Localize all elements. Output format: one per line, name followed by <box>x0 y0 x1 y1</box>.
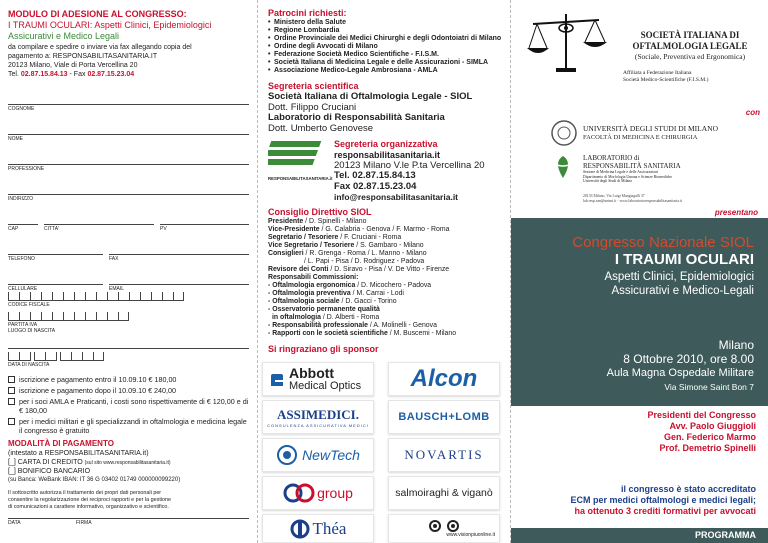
checkbox-militari[interactable] <box>8 418 15 425</box>
council-row <box>268 306 502 314</box>
patronage-list <box>268 19 502 75</box>
fax-label: - Fax <box>69 71 86 78</box>
scientific-line: Laboratorio di Responsabilità Sanitaria <box>268 112 445 123</box>
event-venue: Aula Magna Ospedale Militare <box>606 367 754 379</box>
council-row <box>268 282 502 290</box>
sponsor-salmoiraghi[interactable] <box>388 476 500 510</box>
council-role: Vice-Presidente <box>268 226 320 233</box>
programma-label: PROGRAMMA <box>695 530 756 540</box>
council-names: / F. Cruciani - Roma <box>340 234 402 241</box>
council-names: / L. Papi - Pisa / D. Rodriguez - Padova <box>304 258 425 265</box>
event-street: Via Simone Saint Bon 7 <box>664 382 754 392</box>
unimi-name-2: FACOLTÀ DI MEDICINA E CHIRURGIA <box>583 134 698 141</box>
codice-fiscale-boxes[interactable] <box>8 292 249 301</box>
sponsor-alcon[interactable] <box>388 362 500 396</box>
siol-name-3: (Sociale, Preventiva ed Ergonomica) <box>634 52 746 61</box>
professione-label: PROFESSIONE <box>8 166 45 172</box>
event-sub-2: Assicurativi e Medico-Legali <box>611 285 754 297</box>
council-names: / A. Molinelli - Genova <box>369 322 437 329</box>
council-role: - Rapporti con le società scientifiche <box>268 330 388 337</box>
organizing-site[interactable]: responsabilitasanitaria.it <box>334 150 441 160</box>
privacy-2: consentire la regolarizzazione dei reciproci rapporti e per la gestione <box>8 497 172 503</box>
scientific-lines <box>268 92 502 134</box>
payment-card-note: (sul sito www.responsabilitasanitaria.it) <box>84 460 171 466</box>
visionpiu-url: www.visionpiuonline.it <box>446 531 495 538</box>
unimi-seal-icon <box>551 120 577 146</box>
newtech-icon <box>276 444 298 466</box>
council-row <box>268 242 502 250</box>
novartis-name: NOVARTIS <box>404 447 484 462</box>
alcon-name: Alcon <box>410 365 478 392</box>
nome-label: NOME <box>8 136 23 142</box>
luogo-nascita-label: LUOGO DI NASCITA <box>8 328 56 334</box>
organizing-email[interactable]: info@responsabilitasanitaria.it <box>334 192 459 202</box>
organizing-fax: Fax 02.87.15.23.04 <box>334 180 417 192</box>
newtech-name: NewTech <box>302 447 360 463</box>
responsabilita-logo <box>268 139 333 202</box>
organizing-title: Segreteria organizzativa <box>334 139 438 149</box>
scientific-line: Società Italiana di Oftalmologia Legale - SIOL <box>268 91 473 102</box>
lab-text <box>583 154 681 184</box>
sponsor-abbott[interactable] <box>262 362 374 396</box>
form-contacts <box>8 70 249 79</box>
registration-form-column <box>0 0 258 543</box>
programma-bar[interactable] <box>511 528 768 543</box>
council-row <box>268 314 502 322</box>
council-row <box>268 290 502 298</box>
option-late-label: iscrizione e pagamento dopo il 10.09.10 € 240,00 <box>19 386 177 395</box>
patronage-item: • Ordine degli Avvocati di Milano <box>268 43 502 51</box>
info-column <box>258 0 511 543</box>
patronage-item: • Federazione Società Medico Scientifiche - F.I.S.M. <box>268 51 502 59</box>
option-early[interactable] <box>8 375 249 384</box>
cap-field[interactable] <box>8 203 38 232</box>
bausch-name: BAUSCH+LOMB <box>398 411 490 423</box>
payment-card[interactable] <box>8 458 249 467</box>
cellulare-label: CELLULARE <box>8 286 38 292</box>
council-role: Responsabili Commissioni: <box>268 274 359 281</box>
council-names: / M. Buscemi - Milano <box>389 330 457 337</box>
form-intro-1: da compilare e spedire o inviare via fax allegando copia del <box>8 44 192 51</box>
council-role: - Oftalmologia ergonomica <box>268 282 356 289</box>
council-row <box>268 226 502 234</box>
option-late[interactable] <box>8 386 249 395</box>
oogroup-icon <box>283 480 315 506</box>
lab-leaf-icon <box>551 154 575 180</box>
cellulare-field[interactable] <box>8 263 103 292</box>
presidents-block <box>647 410 756 454</box>
ecm-line-2: ECM per medici oftalmologi e medici legali; <box>570 495 756 505</box>
unimi-name-1: UNIVERSITÀ DEGLI STUDI DI MILANO <box>583 124 718 133</box>
oogroup-name: group <box>317 485 353 501</box>
council-row <box>268 258 502 266</box>
lab-web: lab.resp.san@unimi.it · www.laboratorioresponsabilitasanitaria.it <box>583 198 683 203</box>
council-names: / D. Gacci - Torino <box>341 298 397 305</box>
patronage-item: • Regione Lombardia <box>268 27 502 35</box>
event-date: 8 Ottobre 2010, ore 8.00 <box>623 352 754 366</box>
cognome-field[interactable] <box>8 83 249 112</box>
council-role: Vice Segretario / Tesoriere <box>268 242 355 249</box>
pv-label: PV <box>160 226 167 232</box>
council-row <box>268 330 502 338</box>
event-details <box>607 338 754 393</box>
sponsor-novartis[interactable] <box>388 438 500 472</box>
privacy-3: di comunicazioni a carattere informativo, organizzativo e scientifico. <box>8 504 169 510</box>
council-row <box>268 274 502 282</box>
fax-number: 02.87.15.23.04 <box>87 71 135 78</box>
organizing-tel: Tel. 02.87.15.84.13 <box>334 170 416 181</box>
presentano-label: presentano <box>714 208 758 217</box>
firma-label: FIRMA <box>76 520 92 526</box>
data-label: DATA <box>8 520 21 526</box>
siol-name <box>615 30 765 62</box>
patronage-title: Patrocini richiesti: <box>268 8 347 18</box>
sponsor-thea[interactable] <box>262 514 374 542</box>
cognome-label: COGNOME <box>8 106 35 112</box>
assimedici-name: ASSIMEDICI. <box>277 406 359 422</box>
luogo-nascita-field[interactable] <box>8 328 249 349</box>
council-names: / S. Gambaro - Milano <box>356 242 424 249</box>
scientific-line: Dott. Filippo Cruciani <box>268 101 357 113</box>
telefono-label: TELEFONO <box>8 256 35 262</box>
council-role: - Oftalmologia preventiva <box>268 290 351 297</box>
sponsor-visionpiu[interactable] <box>388 514 500 542</box>
lab-line-5: Università degli Studi di Milano <box>583 179 633 183</box>
council-row <box>268 298 502 306</box>
cover-column <box>511 0 768 543</box>
event-band <box>511 218 768 406</box>
sponsor-assimedici[interactable] <box>262 400 374 434</box>
indirizzo-field[interactable] <box>8 173 249 202</box>
event-city: Milano <box>718 338 754 352</box>
council-row <box>268 250 502 258</box>
option-militari-label: per i medici militari e gli specializzandi in oftalmologia e medicina legale il congresso è gratuito <box>19 417 247 435</box>
pv-field[interactable] <box>160 203 249 232</box>
council-row <box>268 266 502 274</box>
council-names: / D. Siravo - Pisa / V. De Vitto - Firenze <box>330 266 450 273</box>
professione-field[interactable] <box>8 143 249 172</box>
fax-field-label: FAX <box>109 256 119 262</box>
siol-aff-1: Affiliata a Federazione Italiana <box>623 70 692 76</box>
council-role: - Osservatorio permanente qualità <box>268 306 380 313</box>
thea-icon <box>290 519 310 539</box>
citta-label: CITTA' <box>44 226 60 232</box>
ecm-line-3: ha ottenuto 3 crediti formativi per avvocati <box>574 506 756 516</box>
citta-field[interactable] <box>44 203 154 232</box>
siol-aff-2: Società Medico-Scientifiche (F.I.S.M.) <box>623 77 709 83</box>
lab-line-3: Sezione di Medicina Legale e delle Assicurazioni <box>583 170 659 174</box>
form-subtitle-2: Assicurativi e Medico Legali <box>8 31 120 41</box>
privacy-1: Il sottoscritto autorizza il trattamento dei propri dati personali per <box>8 490 162 496</box>
council-role: - Oftalmologia sociale <box>268 298 340 305</box>
responsabilita-logo-text: RESPONSABILITASANITARIA.it <box>268 176 333 181</box>
checkbox-late[interactable] <box>8 387 15 394</box>
patronage-item: • Società Italiana di Medicina Legale e delle Assicurazioni - SIMLA <box>268 59 502 67</box>
scientific-line: Dott. Umberto Genovese <box>268 122 374 134</box>
email-field[interactable] <box>109 263 249 292</box>
option-soci-label: per i soci AMLA e Praticanti, i costi sono rispettivamente di € 120,00 e di € 180,00 <box>19 397 249 415</box>
event-title: Congresso Nazionale SIOL <box>572 234 754 251</box>
scientific-title: Segreteria scientifica <box>268 81 359 91</box>
council-role: Presidente <box>268 218 304 225</box>
partita-iva-label: PARTITA IVA <box>8 322 38 328</box>
form-intro-2: pagamento a: RESPONSABILITASANITARIA.IT <box>8 53 158 60</box>
council-role: in oftalmologia <box>272 314 321 321</box>
council-names: / R. Grenga - Roma / L. Manno - Milano <box>305 250 427 257</box>
cap-label: CAP <box>8 226 19 232</box>
email-label: EMAIL <box>109 286 125 292</box>
council-row <box>268 234 502 242</box>
president-1: Avv. Paolo Giuggioli <box>669 421 756 431</box>
sponsor-logos <box>258 362 511 543</box>
abbott-name: Abbott <box>289 365 335 381</box>
payment-card-label: [_] CARTA DI CREDITO <box>8 459 83 466</box>
council-names: / D. Micochero - Padova <box>357 282 432 289</box>
president-3: Prof. Demetrio Spinelli <box>659 443 756 453</box>
form-title: MODULO DI ADESIONE AL CONGRESSO: <box>8 9 187 19</box>
payment-bank[interactable]: [_] BONIFICO BANCARIO <box>8 468 91 475</box>
phone-number: 02.87.15.84.13 <box>20 71 68 78</box>
unimi-block <box>551 120 761 208</box>
con-label: con <box>745 108 760 117</box>
option-soci[interactable] <box>8 397 249 415</box>
visionpiu-icon <box>427 520 461 532</box>
council-role: Revisore dei Conti <box>268 266 329 273</box>
salmoiraghi-name: salmoiraghi & viganò <box>395 487 493 499</box>
council-role: - Responsabilità professionale <box>268 322 368 329</box>
phone-label: Tel. <box>8 71 19 78</box>
council-list <box>268 218 502 338</box>
unimi-name <box>583 124 718 142</box>
indirizzo-label: INDIRIZZO <box>8 196 33 202</box>
president-2: Gen. Federico Marmo <box>663 432 756 442</box>
form-address: 20123 Milano, Viale di Porta Vercellina 20 <box>8 62 138 69</box>
fax-field[interactable] <box>109 233 249 262</box>
siol-name-1: SOCIETÀ ITALIANA DI <box>640 30 740 40</box>
data-nascita-boxes[interactable] <box>8 352 249 361</box>
payment-intro: (intestato a RESPONSABILITASANITARIA.it) <box>8 450 149 457</box>
council-title: Consiglio Direttivo SIOL <box>268 207 372 217</box>
lab-address: 20133 Milano, Via Luigi Mangiagalli 37 <box>583 194 645 198</box>
scales-icon <box>523 8 609 78</box>
codice-fiscale-label: CODICE FISCALE <box>8 302 50 308</box>
partita-iva-boxes[interactable] <box>8 312 249 321</box>
event-sub-1: Aspetti Clinici, Epidemiologici <box>604 271 754 283</box>
checkbox-early[interactable] <box>8 376 15 383</box>
siol-affiliation <box>623 70 708 84</box>
council-names: / G. Calabria - Genova / F. Marmo - Roma <box>321 226 450 233</box>
signature-line[interactable] <box>8 518 249 519</box>
sponsor-oogroup[interactable] <box>262 476 374 510</box>
payment-iban: (su Banca: WeBank IBAN: IT 36 G 03402 01749 000000099220) <box>8 477 181 483</box>
lab-line-2: RESPONSABILITÀ SANITARIA <box>583 162 681 170</box>
payment-title: MODALITÀ DI PAGAMENTO <box>8 439 114 448</box>
ecm-line-1: il congresso è stato accreditato <box>620 484 756 494</box>
telefono-field[interactable] <box>8 233 103 262</box>
responsabilita-logo-mark <box>268 139 333 181</box>
assimedici-sub: CONSULENZA ASSICURATIVA MEDICI <box>267 422 369 428</box>
form-subtitle-1: I TRAUMI OCULARI: Aspetti Clinici, Epidemiologici <box>8 20 212 30</box>
thea-name: Théa <box>312 518 347 538</box>
council-role: Segretario / Tesoriere <box>268 234 339 241</box>
lab-line-1: LABORATORIO di <box>583 154 640 162</box>
nome-field[interactable] <box>8 113 249 142</box>
lab-line-4: Dipartimento di Morfologia Umana e Scienze Biomediche <box>583 174 672 179</box>
abbott-sub: Medical Optics <box>289 380 362 392</box>
council-names: / M. Carrai - Lodi <box>352 290 404 297</box>
lab-contacts <box>583 194 682 203</box>
event-heading <box>572 234 754 298</box>
council-row <box>268 218 502 226</box>
sponsor-newtech[interactable] <box>262 438 374 472</box>
data-nascita-label: DATA DI NASCITA <box>8 362 50 368</box>
patronage-item: • Associazione Medico-Legale Ambrosiana - AMLA <box>268 67 502 75</box>
presidents-title: Presidenti del Congresso <box>647 410 756 420</box>
siol-logo <box>523 8 609 78</box>
council-names: / D. Spinelli - Milano <box>305 218 367 225</box>
patronage-item: • Ministero della Salute <box>268 19 502 27</box>
option-militari[interactable] <box>8 417 249 435</box>
ecm-block <box>570 484 756 517</box>
checkbox-soci[interactable] <box>8 398 15 405</box>
patronage-item: • Ordine Provinciale dei Medici Chirurghi e degli Odontoiatri di Milano <box>268 35 502 43</box>
council-names: / D. Alberti - Roma <box>322 314 380 321</box>
council-role: Consiglieri <box>268 250 304 257</box>
sponsors-title: Si ringraziano gli sponsor <box>268 344 379 354</box>
option-early-label: iscrizione e pagamento entro il 10.09.10 € 180,00 <box>19 375 177 384</box>
event-topic: I TRAUMI OCULARI <box>614 251 754 268</box>
council-row <box>268 322 502 330</box>
abbott-icon <box>269 372 285 388</box>
sponsor-bausch[interactable] <box>388 400 500 434</box>
siol-name-2: OFTALMOLOGIA LEGALE <box>632 41 748 51</box>
organizing-address: 20123 Milano V.le P.ta Vercellina 20 <box>334 159 485 171</box>
